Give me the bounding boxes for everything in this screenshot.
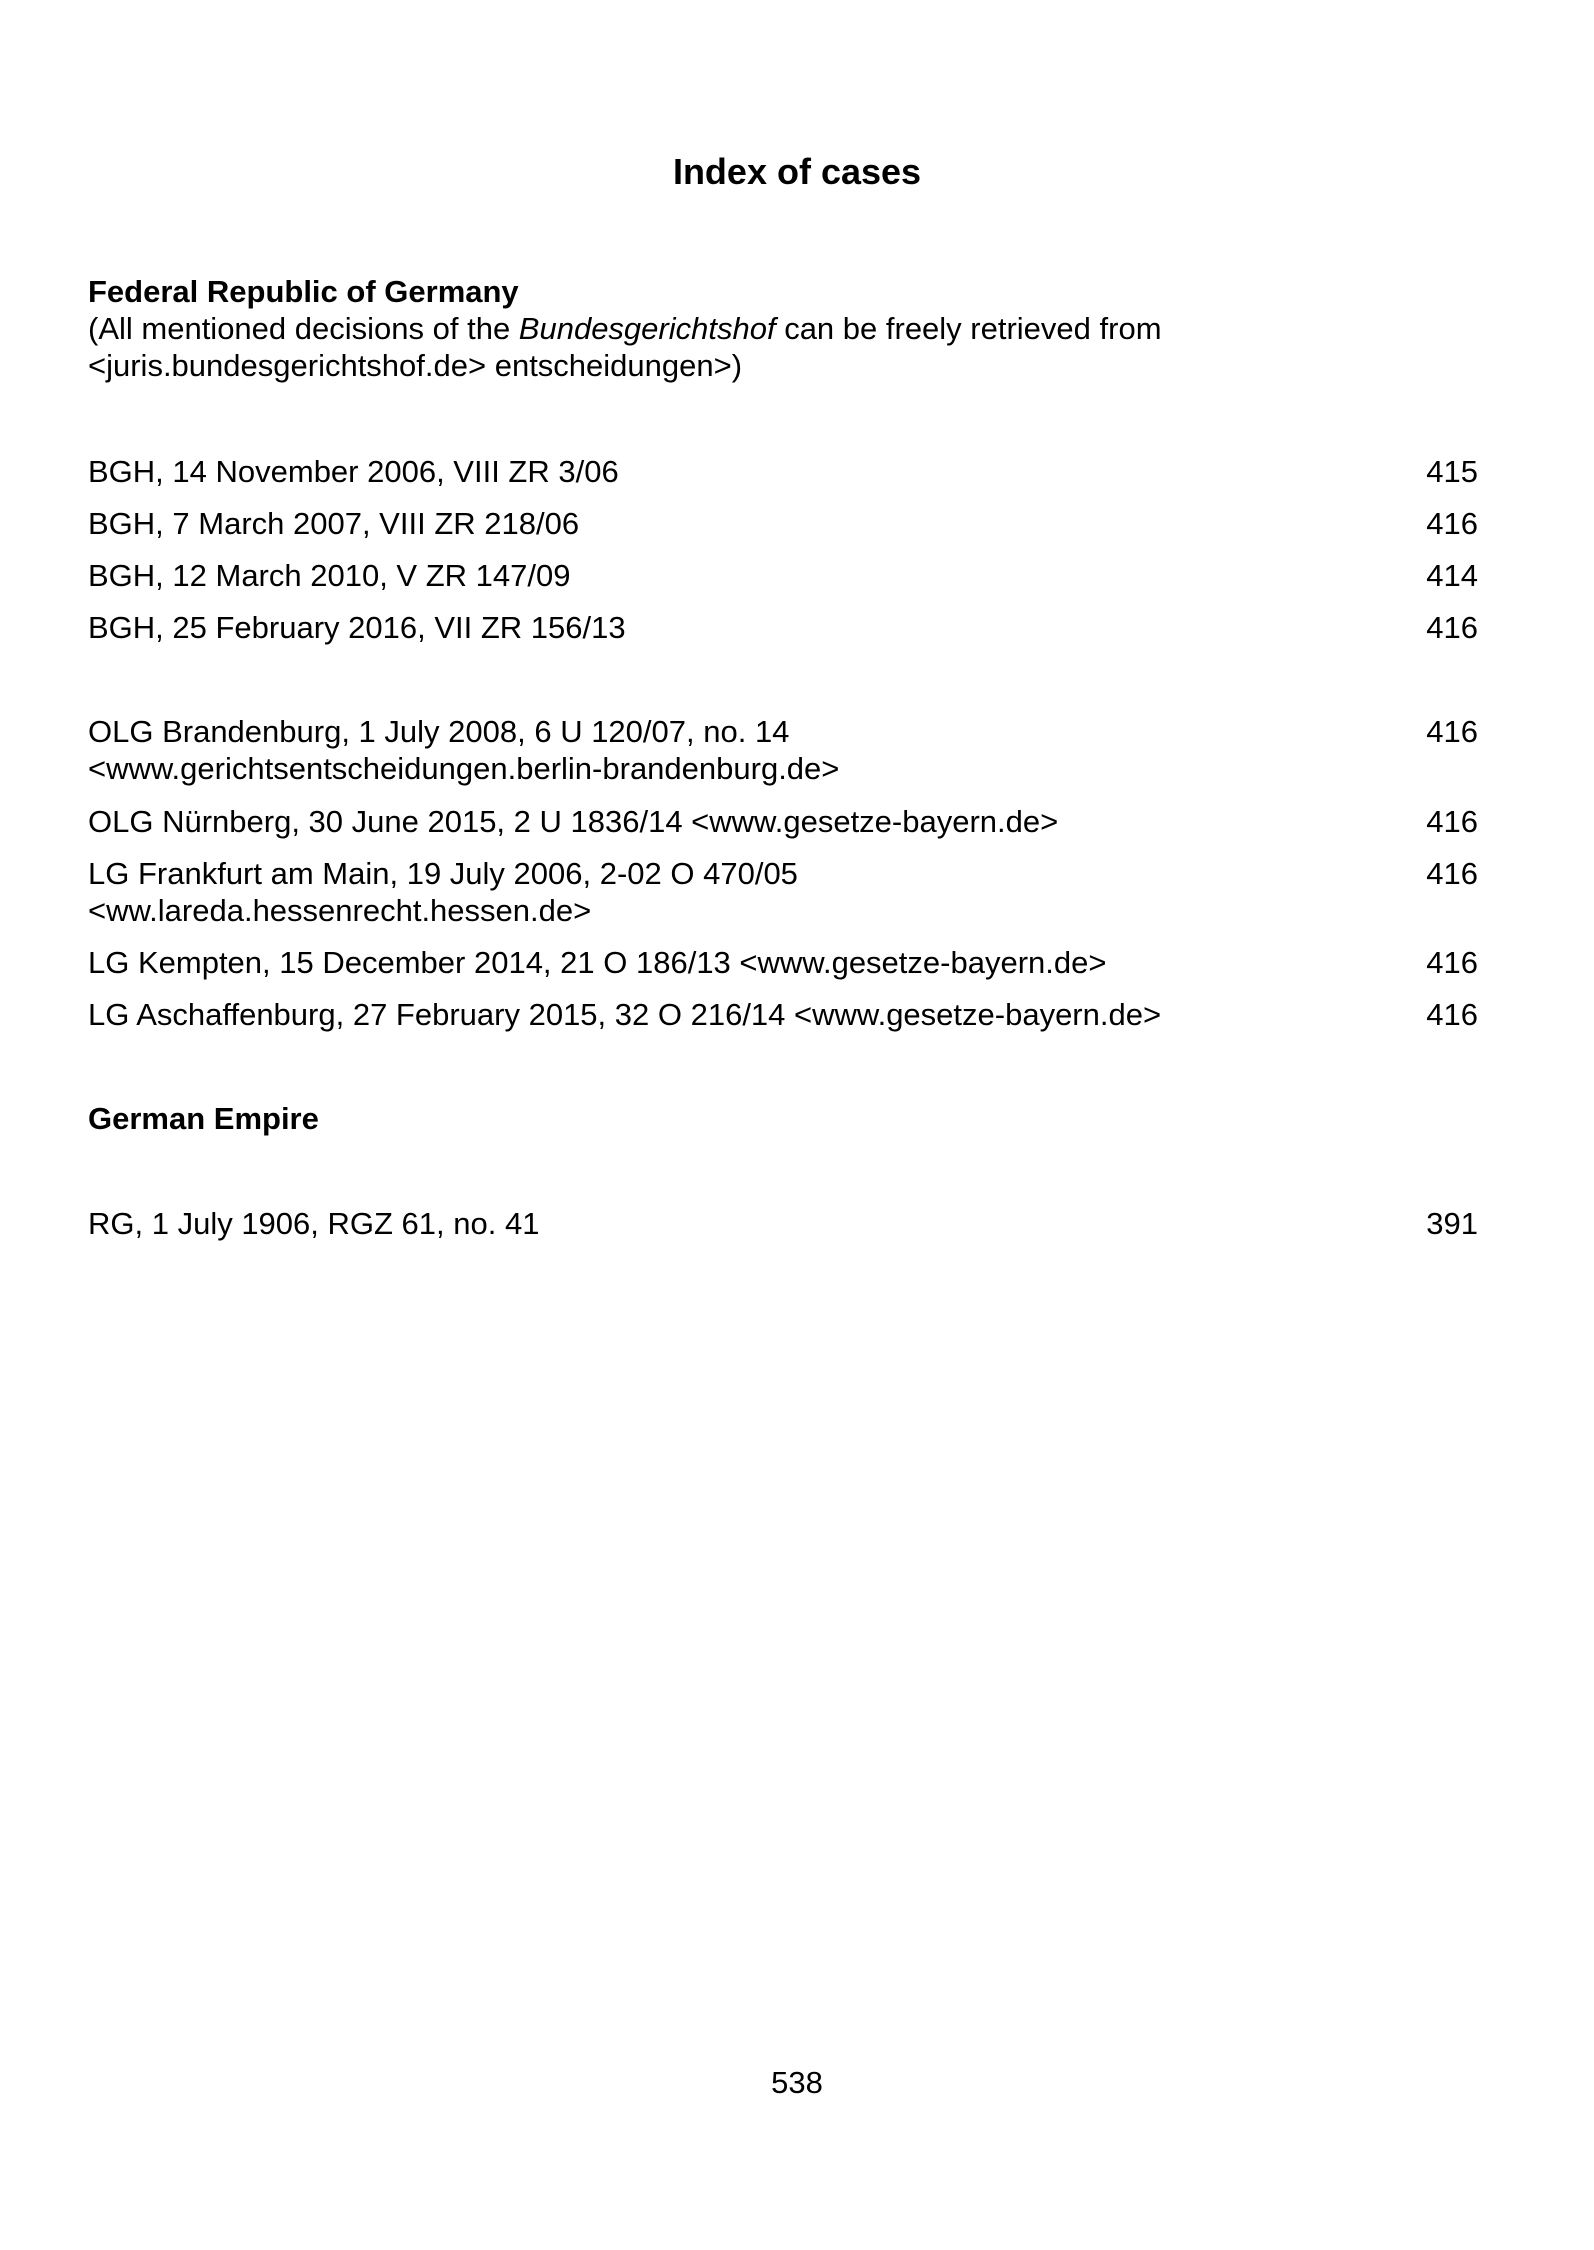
case-citation-line: BGH, 12 March 2010, V ZR 147/09: [88, 558, 571, 593]
intro-line-1: [88, 310, 1288, 347]
case-citation: [88, 557, 1348, 594]
case-citation-line: LG Kempten, 15 December 2014, 21 O 186/13 <www.gesetze-bayern.de>: [88, 945, 1107, 980]
case-citation-line: OLG Nürnberg, 30 June 2015, 2 U 1836/14 <www.gesetze-bayern.de>: [88, 804, 1059, 839]
case-page-ref: 416: [1426, 945, 1478, 980]
case-page-ref: 416: [1426, 804, 1478, 839]
case-citation: [88, 505, 1348, 542]
page-number: 538: [771, 2065, 823, 2100]
case-citation: [88, 944, 1348, 981]
case-citation: [88, 453, 1348, 490]
section-heading-german-empire: German Empire: [88, 1101, 319, 1136]
intro-line-2: <juris.bundesgerichtshof.de> entscheidungen>): [88, 348, 743, 383]
case-citation: [88, 1205, 1348, 1242]
case-citation-line: LG Aschaffenburg, 27 February 2015, 32 O 216/14 <www.gesetze-bayern.de>: [88, 997, 1162, 1032]
case-citation-line: BGH, 14 November 2006, VIII ZR 3/06: [88, 454, 619, 489]
section-intro-note: [88, 310, 1288, 384]
case-entry: [88, 855, 1478, 929]
case-citation-line: BGH, 7 March 2007, VIII ZR 218/06: [88, 506, 580, 541]
case-citation: [88, 996, 1348, 1033]
case-citation: [88, 713, 1348, 787]
case-entry: [88, 557, 1478, 594]
case-citation-line: <ww.lareda.hessenrecht.hessen.de>: [88, 893, 592, 928]
case-citation: [88, 609, 1348, 646]
case-page-ref: 391: [1426, 1206, 1478, 1241]
case-page-ref: 416: [1426, 610, 1478, 645]
case-citation: [88, 855, 1348, 929]
intro-text-after: can be freely retrieved from: [775, 311, 1162, 346]
case-page-ref: 414: [1426, 558, 1478, 593]
case-entry: [88, 996, 1478, 1033]
case-entry: [88, 609, 1478, 646]
case-entry: [88, 713, 1478, 787]
section-heading-frg: Federal Republic of Germany: [88, 274, 519, 309]
page-title: Index of cases: [672, 151, 922, 192]
case-citation-line: OLG Brandenburg, 1 July 2008, 6 U 120/07, no. 14: [88, 714, 790, 749]
case-citation-line: LG Frankfurt am Main, 19 July 2006, 2-02 O 470/05: [88, 856, 798, 891]
case-citation-line: RG, 1 July 1906, RGZ 61, no. 41: [88, 1206, 540, 1241]
case-entry: [88, 944, 1478, 981]
case-page-ref: 416: [1426, 856, 1478, 891]
case-citation-line: <www.gerichtsentscheidungen.berlin-brandenburg.de>: [88, 751, 840, 786]
intro-text-before: (All mentioned decisions of the: [88, 311, 519, 346]
case-entry: [88, 803, 1478, 840]
case-page-ref: 416: [1426, 714, 1478, 749]
case-page-ref: 416: [1426, 506, 1478, 541]
case-citation-line: BGH, 25 February 2016, VII ZR 156/13: [88, 610, 626, 645]
case-page-ref: 416: [1426, 997, 1478, 1032]
case-entry: [88, 453, 1478, 490]
case-entry: [88, 1205, 1478, 1242]
case-citation: [88, 803, 1348, 840]
intro-text-italic: Bundesgerichtshof: [518, 311, 776, 346]
case-entry: [88, 505, 1478, 542]
case-page-ref: 415: [1426, 454, 1478, 489]
